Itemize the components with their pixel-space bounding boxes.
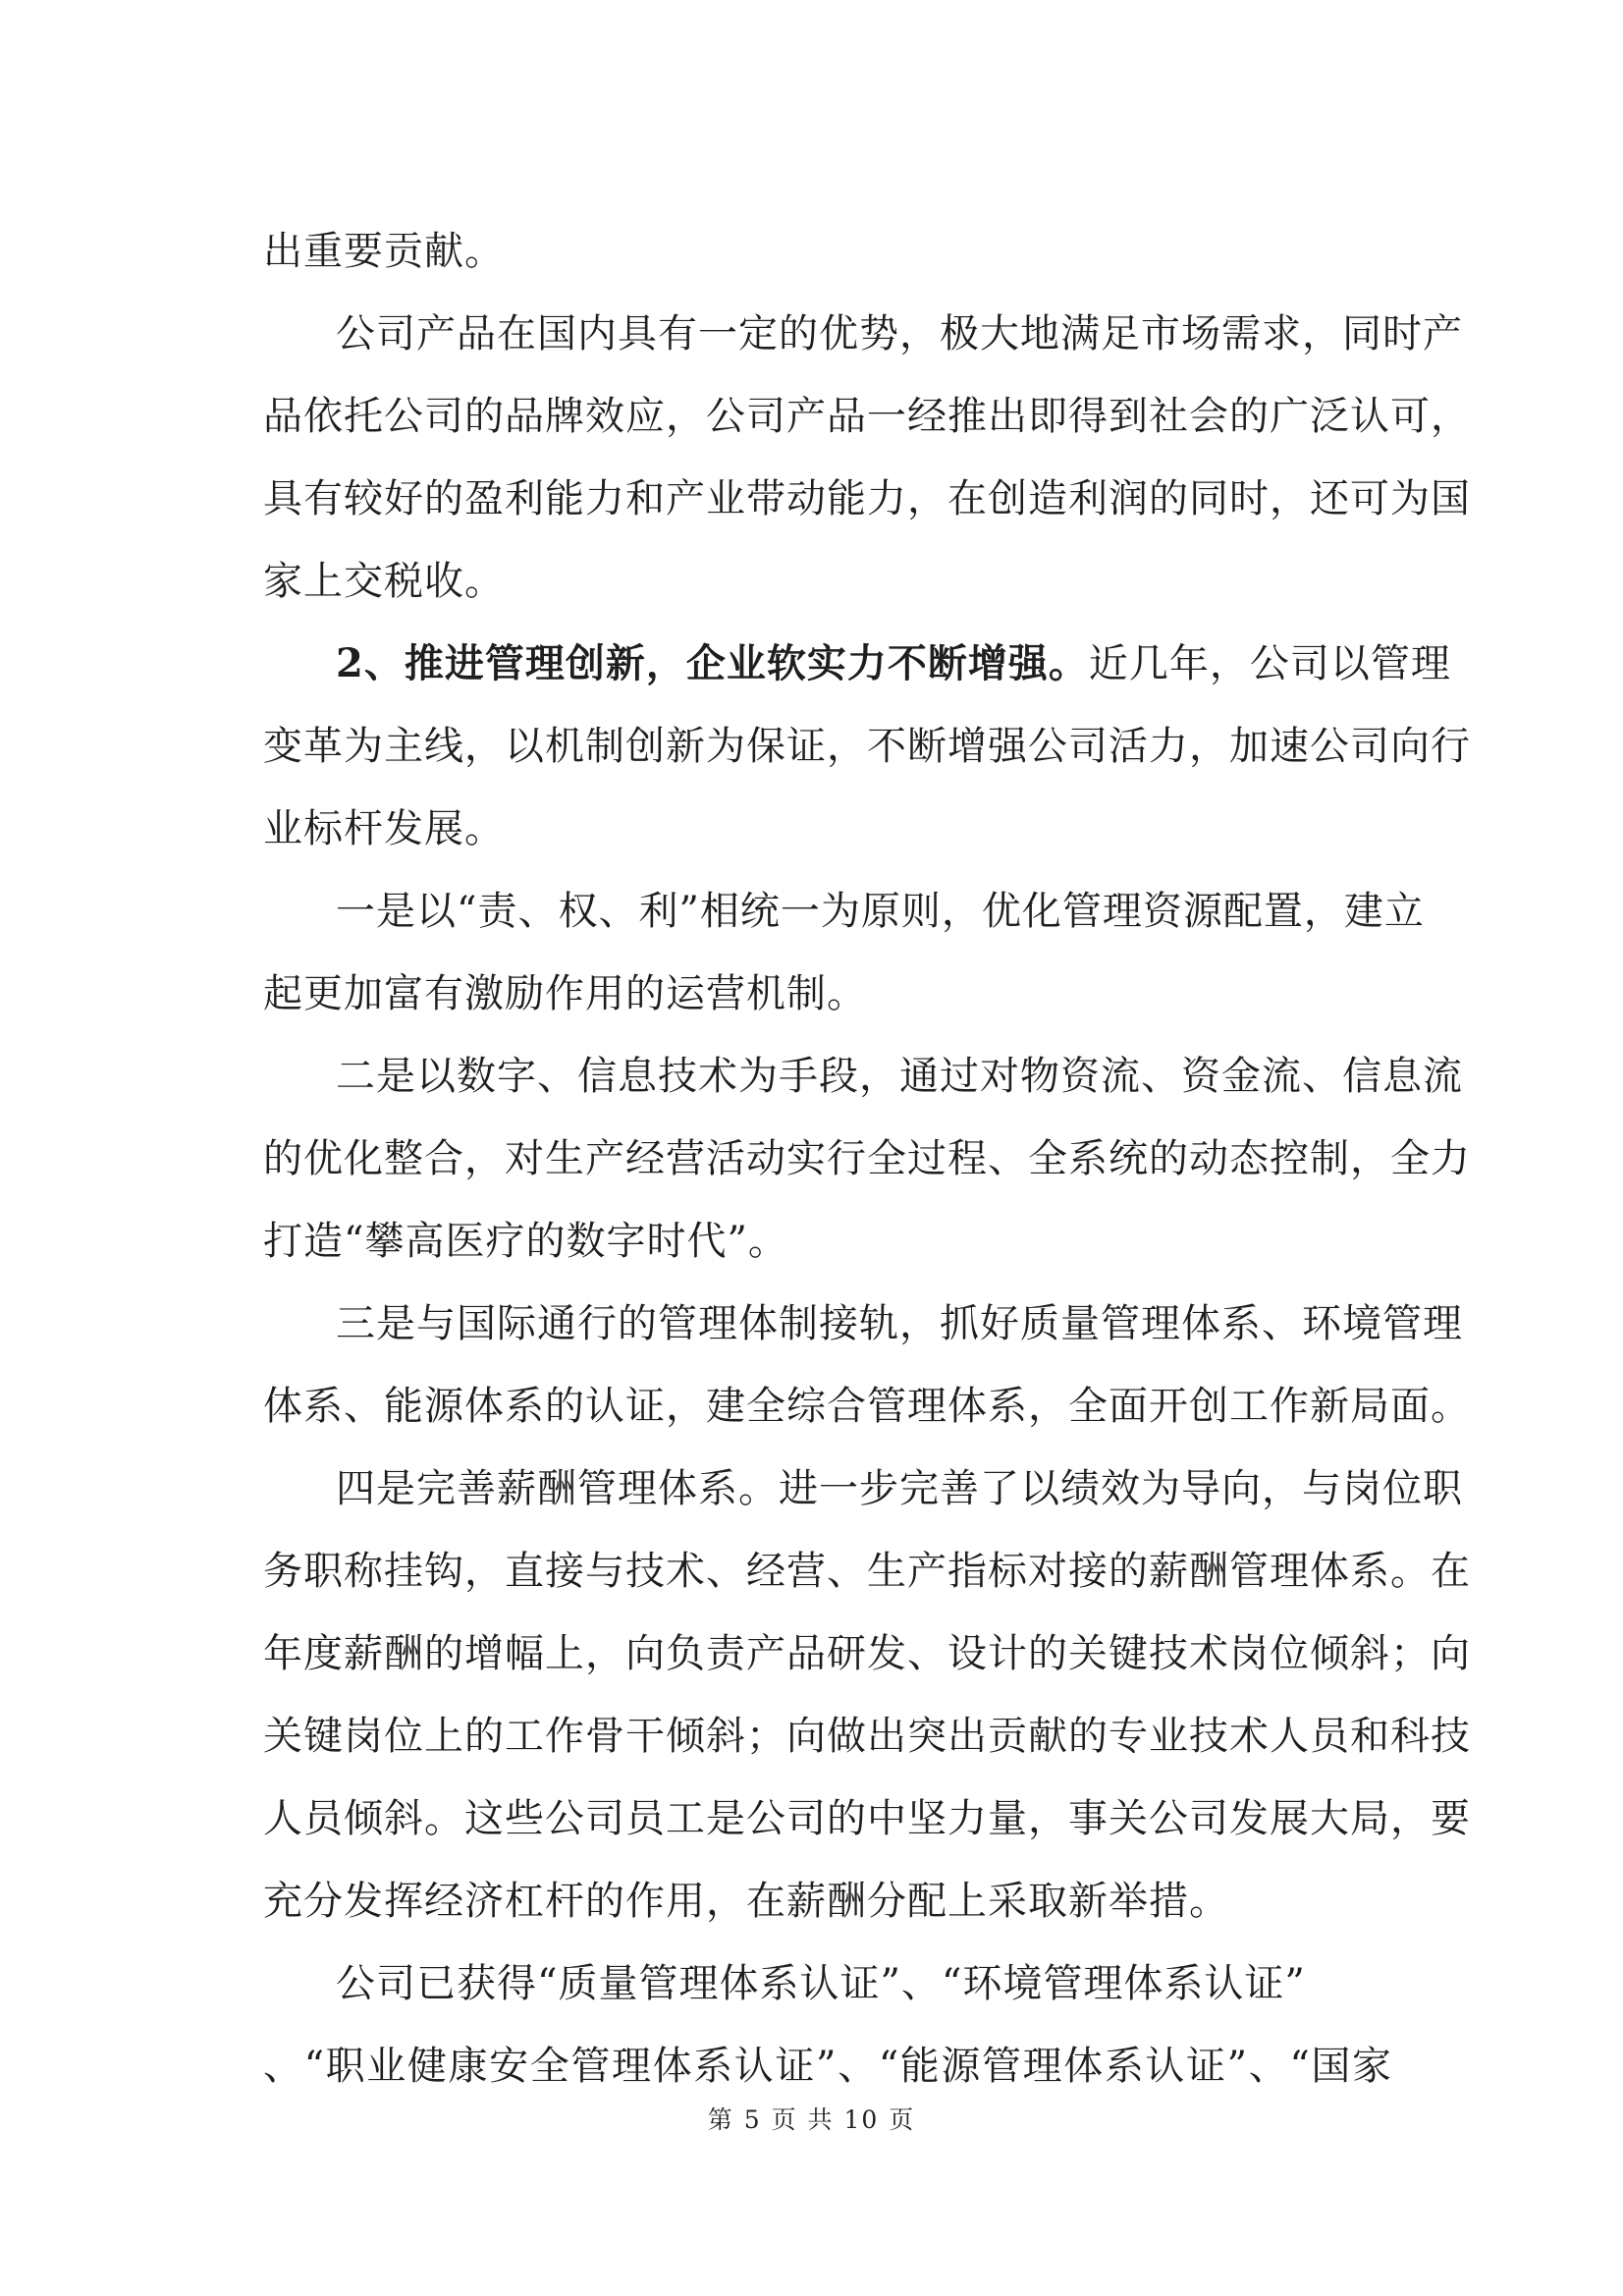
paragraph-first-line: 公司已获得“质量管理体系认证”、“环境管理体系认证”	[336, 1961, 1306, 2006]
text-line: 出重要贡献。	[263, 229, 505, 274]
text-line: 业标杆发展。	[263, 806, 505, 851]
text-line: 充分发挥经济杠杆的作用，在薪酬分配上采取新举措。	[263, 1879, 1229, 1924]
paragraph-first-line: 二是以数字、信息技术为手段，通过对物资流、资金流、信息流	[336, 1054, 1463, 1099]
paragraph-first-line: 公司产品在国内具有一定的优势，极大地满足市场需求，同时产	[336, 311, 1463, 356]
text-line: 起更加富有激励作用的运营机制。	[263, 971, 867, 1016]
page-number-footer: 第 5 页 共 10 页	[707, 2105, 916, 2134]
text-line: 年度薪酬的增幅上，向负责产品研发、设计的关键技术岗位倾斜；向	[263, 1631, 1471, 1676]
section-heading-line: 2、推进管理创新，企业软实力不断增强。近几年，公司以管理	[336, 640, 1451, 686]
text-line: 人员倾斜。这些公司员工是公司的中坚力量，事关公司发展大局，要	[263, 1796, 1471, 1841]
text-line: 、“职业健康安全管理体系认证”、“能源管理体系认证”、“国家	[263, 2044, 1392, 2089]
paragraph-first-line: 四是完善薪酬管理体系。进一步完善了以绩效为导向，与岗位职	[336, 1466, 1463, 1511]
text-line: 关键岗位上的工作骨干倾斜；向做出突出贡献的专业技术人员和科技	[263, 1714, 1471, 1759]
text-line: 打造“攀高医疗的数字时代”。	[263, 1219, 788, 1264]
text-line: 品依托公司的品牌效应，公司产品一经推出即得到社会的广泛认可，	[263, 394, 1471, 439]
paragraph-first-line: 三是与国际通行的管理体制接轨，抓好质量管理体系、环境管理	[336, 1301, 1463, 1346]
text-line: 家上交税收。	[263, 559, 505, 604]
text-line: 具有较好的盈利能力和产业带动能力，在创造利润的同时，还可为国	[263, 476, 1471, 521]
section-heading: 2、推进管理创新，企业软实力不断增强。	[336, 640, 1089, 686]
text-line: 务职称挂钩，直接与技术、经营、生产指标对接的薪酬管理体系。在	[263, 1549, 1471, 1594]
paragraph-first-line: 一是以“责、权、利”相统一为原则，优化管理资源配置，建立	[336, 889, 1425, 934]
text-line: 体系、能源体系的认证，建全综合管理体系，全面开创工作新局面。	[263, 1384, 1471, 1429]
text-line: 的优化整合，对生产经营活动实行全过程、全系统的动态控制，全力	[263, 1136, 1471, 1181]
text-line: 变革为主线，以机制创新为保证，不断增强公司活力，加速公司向行	[263, 724, 1471, 769]
